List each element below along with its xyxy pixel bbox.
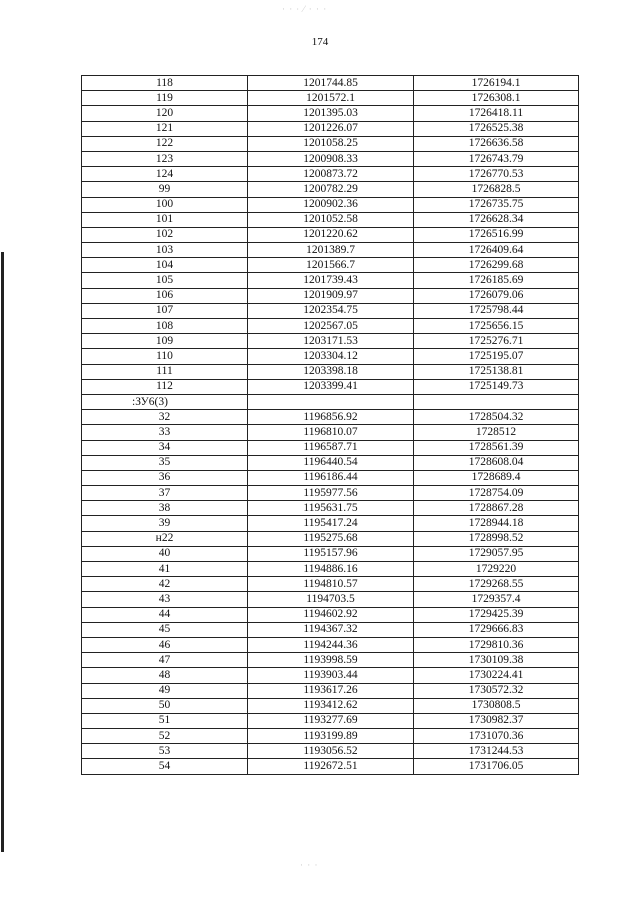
point-number: 52 bbox=[82, 729, 248, 744]
point-number: 99 bbox=[82, 182, 248, 197]
coordinate-x: 1193199.89 bbox=[248, 729, 414, 744]
table-row bbox=[82, 106, 579, 121]
table-row bbox=[82, 334, 579, 349]
point-number: 37 bbox=[82, 486, 248, 501]
point-number: 45 bbox=[82, 622, 248, 637]
point-number: н22 bbox=[82, 531, 248, 546]
point-number: 48 bbox=[82, 668, 248, 683]
point-number: 42 bbox=[82, 577, 248, 592]
coordinate-x: 1200908.33 bbox=[248, 151, 414, 166]
coordinate-x: 1193277.69 bbox=[248, 713, 414, 728]
point-number: 118 bbox=[82, 76, 248, 91]
coordinate-x: 1193617.26 bbox=[248, 683, 414, 698]
coordinate-x: 1196587.71 bbox=[248, 440, 414, 455]
point-number: 41 bbox=[82, 562, 248, 577]
coordinate-y: 1726409.64 bbox=[414, 243, 579, 258]
coordinate-y: 1729220 bbox=[414, 562, 579, 577]
coordinate-y: 1728944.18 bbox=[414, 516, 579, 531]
coordinate-x: 1201395.03 bbox=[248, 106, 414, 121]
coordinate-y: 1729810.36 bbox=[414, 637, 579, 652]
coordinate-y: 1728867.28 bbox=[414, 501, 579, 516]
coordinate-x: 1200782.29 bbox=[248, 182, 414, 197]
coordinate-y: 1726828.5 bbox=[414, 182, 579, 197]
coordinate-y: 1729357.4 bbox=[414, 592, 579, 607]
point-number: 111 bbox=[82, 364, 248, 379]
point-number: 103 bbox=[82, 243, 248, 258]
coordinate-y: 1728689.4 bbox=[414, 470, 579, 485]
coordinate-x: 1203399.41 bbox=[248, 379, 414, 394]
coordinate-x: 1194810.57 bbox=[248, 577, 414, 592]
coordinate-x: 1203398.18 bbox=[248, 364, 414, 379]
point-number: 44 bbox=[82, 607, 248, 622]
table-row bbox=[82, 744, 579, 759]
coordinate-y: 1726418.11 bbox=[414, 106, 579, 121]
point-number: 54 bbox=[82, 759, 248, 774]
table-row bbox=[82, 136, 579, 151]
coordinate-y: 1728998.52 bbox=[414, 531, 579, 546]
table-row bbox=[82, 653, 579, 668]
table-row bbox=[82, 227, 579, 242]
coordinate-x: 1194886.16 bbox=[248, 562, 414, 577]
point-number: 53 bbox=[82, 744, 248, 759]
coordinate-x: 1194602.92 bbox=[248, 607, 414, 622]
coordinate-x: 1201226.07 bbox=[248, 121, 414, 136]
coordinate-x: 1196186.44 bbox=[248, 470, 414, 485]
coordinate-y: 1731070.36 bbox=[414, 729, 579, 744]
coordinate-x: 1193998.59 bbox=[248, 653, 414, 668]
point-number: 105 bbox=[82, 273, 248, 288]
coordinate-y: 1726308.1 bbox=[414, 91, 579, 106]
table-row bbox=[82, 182, 579, 197]
point-number: 46 bbox=[82, 637, 248, 652]
table-row bbox=[82, 243, 579, 258]
scan-smudge-bottom: · · · bbox=[300, 860, 319, 870]
coordinate-y: 1726735.75 bbox=[414, 197, 579, 212]
table-row bbox=[82, 729, 579, 744]
coordinate-x: 1194244.36 bbox=[248, 637, 414, 652]
coordinate-x: 1202567.05 bbox=[248, 319, 414, 334]
coordinate-y: 1726770.53 bbox=[414, 167, 579, 182]
coordinate-y: 1729268.55 bbox=[414, 577, 579, 592]
point-number: 49 bbox=[82, 683, 248, 698]
point-number: 112 bbox=[82, 379, 248, 394]
coordinate-y: 1726628.34 bbox=[414, 212, 579, 227]
point-number: 108 bbox=[82, 319, 248, 334]
table-row bbox=[82, 121, 579, 136]
coordinate-y: 1731706.05 bbox=[414, 759, 579, 774]
coordinate-x: 1203304.12 bbox=[248, 349, 414, 364]
table-row bbox=[82, 379, 579, 394]
coordinate-y: 1725798.44 bbox=[414, 303, 579, 318]
point-number: 38 bbox=[82, 501, 248, 516]
table-row bbox=[82, 303, 579, 318]
coordinate-x: 1196856.92 bbox=[248, 410, 414, 425]
table-row bbox=[82, 683, 579, 698]
point-number: 106 bbox=[82, 288, 248, 303]
coordinate-x: 1193903.44 bbox=[248, 668, 414, 683]
table-row bbox=[82, 319, 579, 334]
coordinate-x: 1195157.96 bbox=[248, 546, 414, 561]
section-label: :ЗУ6(3) bbox=[82, 394, 248, 409]
table-row bbox=[82, 288, 579, 303]
point-number: 33 bbox=[82, 425, 248, 440]
table-row bbox=[82, 622, 579, 637]
section-row bbox=[82, 394, 579, 409]
coordinate-x: 1201058.25 bbox=[248, 136, 414, 151]
coordinate-y: 1725149.73 bbox=[414, 379, 579, 394]
point-number: 34 bbox=[82, 440, 248, 455]
coordinate-x: 1203171.53 bbox=[248, 334, 414, 349]
coordinate-x: 1195977.56 bbox=[248, 486, 414, 501]
page-number: 174 bbox=[311, 36, 329, 48]
coordinate-y: 1725656.15 bbox=[414, 319, 579, 334]
point-number: 122 bbox=[82, 136, 248, 151]
coordinate-y: 1730224.41 bbox=[414, 668, 579, 683]
point-number: 50 bbox=[82, 698, 248, 713]
point-number: 100 bbox=[82, 197, 248, 212]
coordinate-y: 1728754.09 bbox=[414, 486, 579, 501]
scan-margin-bar bbox=[1, 252, 4, 852]
table-row bbox=[82, 592, 579, 607]
point-number: 47 bbox=[82, 653, 248, 668]
coordinate-y: 1726185.69 bbox=[414, 273, 579, 288]
table-row bbox=[82, 76, 579, 91]
scan-smudge-top: · · ∙ ⁄ · · · bbox=[282, 4, 328, 14]
point-number: 104 bbox=[82, 258, 248, 273]
point-number: 51 bbox=[82, 713, 248, 728]
point-number: 35 bbox=[82, 455, 248, 470]
table-row bbox=[82, 151, 579, 166]
coordinate-x: 1193412.62 bbox=[248, 698, 414, 713]
coordinate-y: 1725195.07 bbox=[414, 349, 579, 364]
coordinate-x: 1201739.43 bbox=[248, 273, 414, 288]
table-row bbox=[82, 562, 579, 577]
coordinate-y: 1725138.81 bbox=[414, 364, 579, 379]
coordinate-y: 1731244.53 bbox=[414, 744, 579, 759]
table-row bbox=[82, 759, 579, 774]
coordinate-y: 1730109.38 bbox=[414, 653, 579, 668]
table-row bbox=[82, 577, 579, 592]
coordinate-y: 1730808.5 bbox=[414, 698, 579, 713]
table-row bbox=[82, 212, 579, 227]
table-row bbox=[82, 637, 579, 652]
empty-cell bbox=[248, 394, 414, 409]
coordinate-y: 1726743.79 bbox=[414, 151, 579, 166]
table-row bbox=[82, 349, 579, 364]
point-number: 39 bbox=[82, 516, 248, 531]
coordinate-x: 1195275.68 bbox=[248, 531, 414, 546]
coordinate-x: 1200902.36 bbox=[248, 197, 414, 212]
coordinate-y: 1726516.99 bbox=[414, 227, 579, 242]
table-row bbox=[82, 713, 579, 728]
empty-cell bbox=[414, 394, 579, 409]
coordinate-x: 1200873.72 bbox=[248, 167, 414, 182]
table-row bbox=[82, 167, 579, 182]
table-row bbox=[82, 501, 579, 516]
coordinate-x: 1201052.58 bbox=[248, 212, 414, 227]
table-row bbox=[82, 410, 579, 425]
table-row bbox=[82, 546, 579, 561]
coordinate-x: 1194367.32 bbox=[248, 622, 414, 637]
point-number: 32 bbox=[82, 410, 248, 425]
point-number: 123 bbox=[82, 151, 248, 166]
coordinate-y: 1729057.95 bbox=[414, 546, 579, 561]
coordinate-y: 1728608.04 bbox=[414, 455, 579, 470]
point-number: 120 bbox=[82, 106, 248, 121]
table-row bbox=[82, 197, 579, 212]
table-row bbox=[82, 486, 579, 501]
coordinate-x: 1196810.07 bbox=[248, 425, 414, 440]
point-number: 110 bbox=[82, 349, 248, 364]
table-row bbox=[82, 470, 579, 485]
coordinate-y: 1728512 bbox=[414, 425, 579, 440]
coordinate-y: 1728561.39 bbox=[414, 440, 579, 455]
coordinates-table-body bbox=[82, 76, 579, 775]
point-number: 121 bbox=[82, 121, 248, 136]
coordinate-x: 1201566.7 bbox=[248, 258, 414, 273]
coordinates-table bbox=[81, 75, 579, 775]
point-number: 119 bbox=[82, 91, 248, 106]
point-number: 102 bbox=[82, 227, 248, 242]
table-row bbox=[82, 607, 579, 622]
table-row bbox=[82, 440, 579, 455]
point-number: 107 bbox=[82, 303, 248, 318]
coordinate-y: 1729425.39 bbox=[414, 607, 579, 622]
coordinate-x: 1201220.62 bbox=[248, 227, 414, 242]
coordinate-x: 1202354.75 bbox=[248, 303, 414, 318]
point-number: 40 bbox=[82, 546, 248, 561]
table-row bbox=[82, 516, 579, 531]
coordinate-y: 1728504.32 bbox=[414, 410, 579, 425]
coordinate-x: 1195631.75 bbox=[248, 501, 414, 516]
coordinate-y: 1730982.37 bbox=[414, 713, 579, 728]
point-number: 109 bbox=[82, 334, 248, 349]
coordinate-y: 1725276.71 bbox=[414, 334, 579, 349]
coordinate-x: 1193056.52 bbox=[248, 744, 414, 759]
table-row bbox=[82, 364, 579, 379]
table-row bbox=[82, 531, 579, 546]
table-row bbox=[82, 258, 579, 273]
coordinate-x: 1201389.7 bbox=[248, 243, 414, 258]
coordinate-x: 1196440.54 bbox=[248, 455, 414, 470]
point-number: 43 bbox=[82, 592, 248, 607]
table-row bbox=[82, 668, 579, 683]
coordinate-x: 1192672.51 bbox=[248, 759, 414, 774]
coordinate-x: 1201909.97 bbox=[248, 288, 414, 303]
coordinate-y: 1726299.68 bbox=[414, 258, 579, 273]
table-row bbox=[82, 698, 579, 713]
coordinate-x: 1195417.24 bbox=[248, 516, 414, 531]
table-row bbox=[82, 273, 579, 288]
table-row bbox=[82, 91, 579, 106]
table-row bbox=[82, 455, 579, 470]
coordinate-x: 1201744.85 bbox=[248, 76, 414, 91]
table-row bbox=[82, 425, 579, 440]
coordinate-y: 1726636.58 bbox=[414, 136, 579, 151]
coordinate-y: 1726079.06 bbox=[414, 288, 579, 303]
point-number: 124 bbox=[82, 167, 248, 182]
coordinate-x: 1194703.5 bbox=[248, 592, 414, 607]
coordinate-x: 1201572.1 bbox=[248, 91, 414, 106]
point-number: 101 bbox=[82, 212, 248, 227]
coordinate-y: 1726194.1 bbox=[414, 76, 579, 91]
point-number: 36 bbox=[82, 470, 248, 485]
coordinate-y: 1730572.32 bbox=[414, 683, 579, 698]
coordinate-y: 1729666.83 bbox=[414, 622, 579, 637]
coordinate-y: 1726525.38 bbox=[414, 121, 579, 136]
